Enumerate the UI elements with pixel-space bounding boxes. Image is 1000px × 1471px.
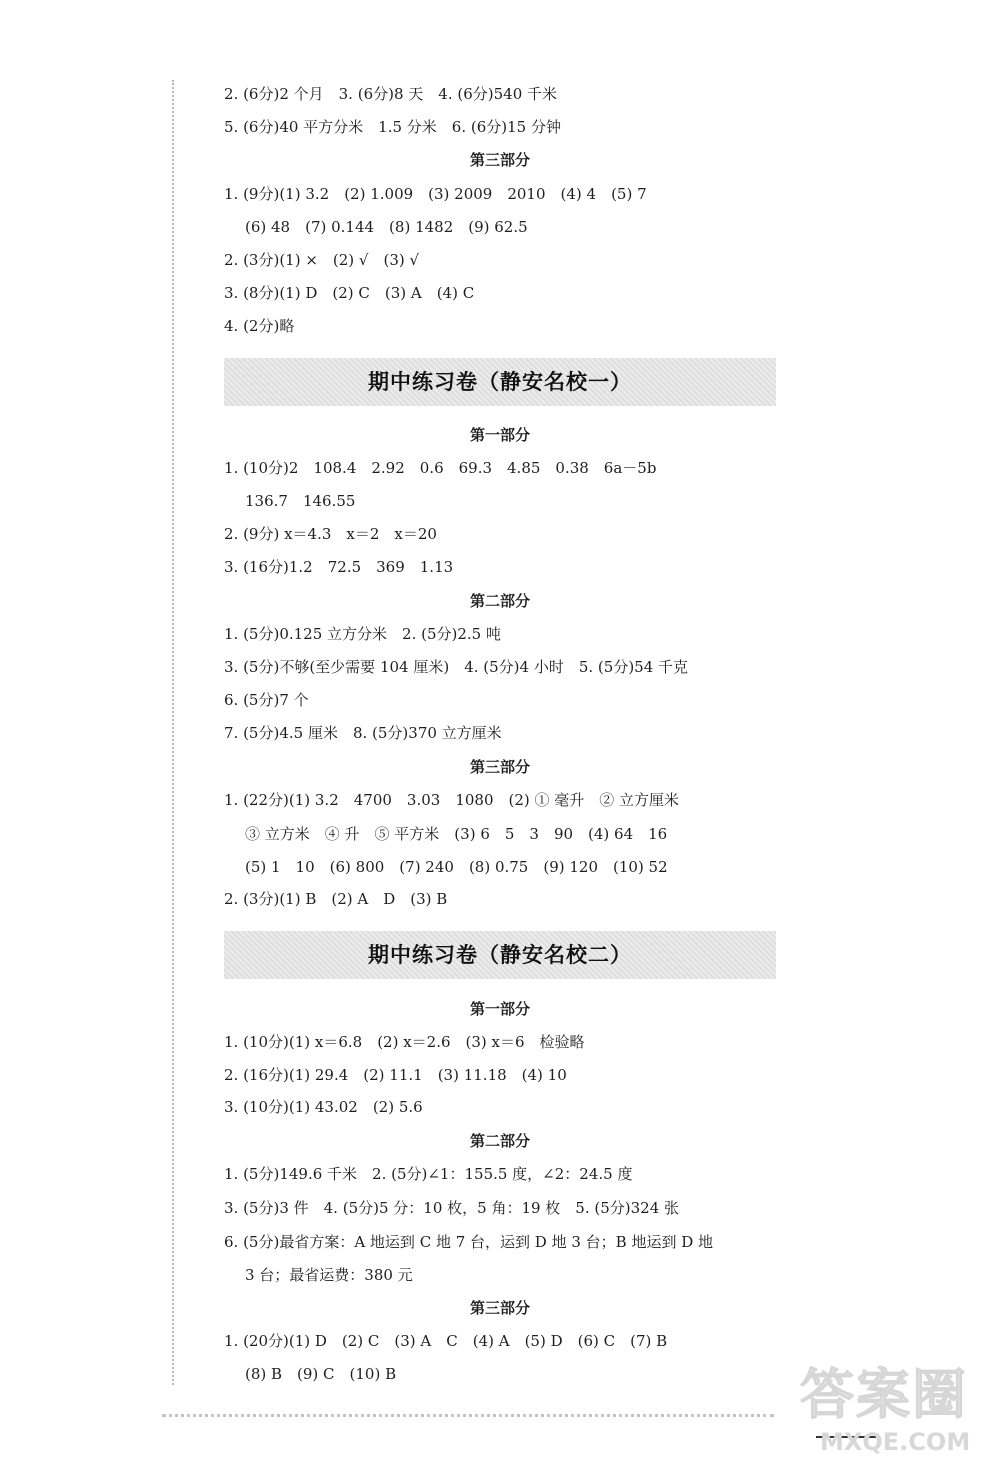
- answer-line: 4. (2分)略: [224, 317, 295, 335]
- section-heading: 第三部分: [469, 1299, 530, 1317]
- exam-title: 期中练习卷（静安名校一）: [368, 370, 632, 394]
- answer-line: 3 台；最省运费：380 元: [245, 1266, 413, 1284]
- exam-title: 期中练习卷（静安名校二）: [368, 943, 632, 967]
- answer-line: 2. (6分)2 个月 3. (6分)8 天 4. (6分)540 千米: [224, 85, 558, 103]
- answer-line: 2. (3分)(1) × (2) √ (3) √: [224, 251, 420, 269]
- exam-title-banner: [224, 358, 776, 406]
- answer-line: 3. (10分)(1) 43.02 (2) 5.6: [224, 1098, 423, 1116]
- answer-line: 2. (9分) x＝4.3 x＝2 x＝20: [224, 525, 437, 543]
- answer-line: 1. (20分)(1) D (2) C (3) A C (4) A (5) D (6) C (7) B: [224, 1332, 668, 1350]
- answer-line: 2. (3分)(1) B (2) A D (3) B: [224, 890, 448, 908]
- watermark-url: MXQE.COM: [820, 1428, 971, 1456]
- answer-line: 6. (5分)最省方案：A 地运到 C 地 7 台，运到 D 地 3 台；B 地运到 D 地: [224, 1233, 714, 1251]
- answer-line: 136.7 146.55: [245, 492, 356, 510]
- section-heading: 第二部分: [469, 1132, 530, 1150]
- bottom-dotted-rule: [162, 1414, 774, 1417]
- answer-line: (8) B (9) C (10) B: [245, 1365, 397, 1383]
- answer-line: (6) 48 (7) 0.144 (8) 1482 (9) 62.5: [245, 218, 528, 236]
- margin-dotted-line: [172, 80, 174, 1385]
- answer-line: 3. (8分)(1) D (2) C (3) A (4) C: [224, 284, 475, 302]
- answer-line: 3. (16分)1.2 72.5 369 1.13: [224, 558, 454, 576]
- answer-line: 6. (5分)7 个: [224, 691, 309, 709]
- section-heading: 第一部分: [469, 426, 530, 444]
- answer-line: (5) 1 10 (6) 800 (7) 240 (8) 0.75 (9) 120 (10) 52: [245, 858, 668, 876]
- answer-line: 3. (5分)3 件 4. (5分)5 分：10 枚，5 角：19 枚 5. (5分)324 张: [224, 1199, 680, 1217]
- answer-line: 1. (5分)149.6 千米 2. (5分)∠1：155.5 度，∠2：24.5 度: [224, 1165, 633, 1183]
- answer-line: 1. (10分)2 108.4 2.92 0.6 69.3 4.85 0.38 6a－5b: [224, 459, 657, 477]
- section-heading: 第三部分: [469, 758, 530, 776]
- watermark-logo: 答案圈: [800, 1363, 968, 1426]
- section-heading: 第二部分: [469, 592, 530, 610]
- answer-line: 1. (5分)0.125 立方分米 2. (5分)2.5 吨: [224, 625, 501, 643]
- section-heading: 第三部分: [469, 151, 530, 169]
- section-heading: 第一部分: [469, 1000, 530, 1018]
- answer-line: 1. (10分)(1) x＝6.8 (2) x＝2.6 (3) x＝6 检验略: [224, 1033, 585, 1051]
- answer-line: 1. (22分)(1) 3.2 4700 3.03 1080 (2) ① 毫升 ② 立方厘米: [224, 791, 680, 809]
- answer-line: 1. (9分)(1) 3.2 (2) 1.009 (3) 2009 2010 (4) 4 (5) 7: [224, 185, 647, 203]
- answer-line: 7. (5分)4.5 厘米 8. (5分)370 立方厘米: [224, 724, 502, 742]
- answer-line: 2. (16分)(1) 29.4 (2) 11.1 (3) 11.18 (4) 10: [224, 1066, 567, 1084]
- answer-line: ③ 立方米 ④ 升 ⑤ 平方米 (3) 6 5 3 90 (4) 64 16: [245, 825, 668, 843]
- answer-line: 3. (5分)不够(至少需要 104 厘米) 4. (5分)4 小时 5. (5分)54 千克: [224, 658, 689, 676]
- exam-title-banner: [224, 931, 776, 979]
- answer-line: 5. (6分)40 平方分米 1.5 分米 6. (6分)15 分钟: [224, 118, 561, 136]
